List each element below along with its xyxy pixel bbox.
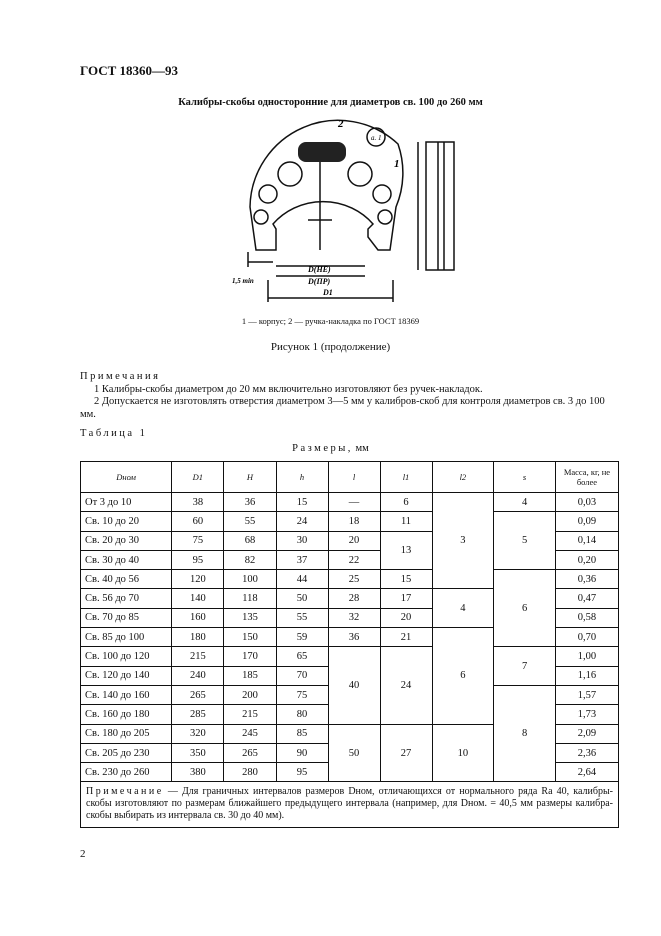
table-cell: Св. 85 до 100 xyxy=(81,628,172,647)
table-cell: 70 xyxy=(276,666,328,685)
table-cell: 82 xyxy=(224,550,276,569)
column-header: l xyxy=(328,462,380,493)
table-cell: 20 xyxy=(328,531,380,550)
note-item: 1 Калибры-скобы диаметром до 20 мм включительно изготовляют без ручек-накладок. xyxy=(94,383,483,395)
table-cell: 1,16 xyxy=(555,666,618,685)
table-cell: 60 xyxy=(172,512,224,531)
table-note-row xyxy=(81,782,619,828)
table-cell: Св. 160 до 180 xyxy=(81,705,172,724)
table-cell: Св. 40 до 56 xyxy=(81,570,172,589)
page-number: 2 xyxy=(80,848,86,860)
table-label: Таблица 1 xyxy=(80,428,148,439)
table-cell: Св. 70 до 85 xyxy=(81,608,172,627)
table-cell: 0,47 xyxy=(555,589,618,608)
table-cell: 0,03 xyxy=(555,493,618,512)
callout-a: а. 1 xyxy=(371,134,382,142)
column-header: l1 xyxy=(380,462,432,493)
table-cell: Св. 100 до 120 xyxy=(81,647,172,666)
dim-d-ne: D(НЕ) xyxy=(308,265,331,274)
table-cell: От 3 до 10 xyxy=(81,493,172,512)
table-cell: Св. 120 до 140 xyxy=(81,666,172,685)
table-cell: 37 xyxy=(276,550,328,569)
column-header: Dном xyxy=(81,462,172,493)
table-cell: 7 xyxy=(494,647,556,686)
table-cell: 0,20 xyxy=(555,550,618,569)
table-cell: 20 xyxy=(380,608,432,627)
caliper-body xyxy=(248,112,478,302)
table-cell: 28 xyxy=(328,589,380,608)
table-cell: — xyxy=(328,493,380,512)
table-cell: 285 xyxy=(172,705,224,724)
note-item: 2 Допускается не изготовлять отверстия диаметром 3—5 мм у калибров-скоб для контроля диаметров св. 3 до 100 мм. xyxy=(80,396,605,420)
table-cell: 75 xyxy=(276,685,328,704)
table-cell: 215 xyxy=(172,647,224,666)
table-cell: 95 xyxy=(172,550,224,569)
table-cell: 2,09 xyxy=(555,724,618,743)
table-cell: 21 xyxy=(380,628,432,647)
table-cell: 13 xyxy=(380,531,432,570)
table-cell: 3 xyxy=(432,493,494,589)
table-cell: 15 xyxy=(380,570,432,589)
table-cell: 120 xyxy=(172,570,224,589)
figure-legend: 1 — корпус; 2 — ручка-накладка по ГОСТ 18369 xyxy=(241,316,420,326)
table-cell: 180 xyxy=(172,628,224,647)
table-note xyxy=(81,782,619,828)
document-header: ГОСТ 18360—93 xyxy=(80,63,179,78)
dim-min: 1,5 min xyxy=(232,277,254,285)
table-cell: 38 xyxy=(172,493,224,512)
table-cell: 2,64 xyxy=(555,763,618,782)
table-cell: 85 xyxy=(276,724,328,743)
table-cell: 10 xyxy=(432,724,494,782)
table-cell: 185 xyxy=(224,666,276,685)
table-row xyxy=(81,493,619,512)
table-cell: 4 xyxy=(432,589,494,628)
notes-heading: Примечания xyxy=(80,371,161,382)
table-cell: 50 xyxy=(328,724,380,782)
dimensions-table xyxy=(80,461,619,828)
table-cell: 0,36 xyxy=(555,570,618,589)
table-cell: 380 xyxy=(172,763,224,782)
table-cell: 30 xyxy=(276,531,328,550)
table-cell: 265 xyxy=(172,685,224,704)
table-cell: 0,70 xyxy=(555,628,618,647)
table-note-text: — Для граничных интервалов размеров Dном, отличающихся от нормального ряда Ra 40, калибры-скобы изготовляют по размерам ближайшего предыдущего интервала (например, для Dном. = 40,5 мм размеры калибра-скобы выбирать из интервала св. 30 до 40 мм). xyxy=(86,786,613,822)
table-cell: Св. 56 до 70 xyxy=(81,589,172,608)
table-cell: 36 xyxy=(328,628,380,647)
table-cell: 350 xyxy=(172,743,224,762)
table-cell: 11 xyxy=(380,512,432,531)
table-row xyxy=(81,570,619,589)
table-cell: 135 xyxy=(224,608,276,627)
table-cell: 5 xyxy=(494,512,556,570)
table-cell: 68 xyxy=(224,531,276,550)
table-cell: 170 xyxy=(224,647,276,666)
table-cell: Св. 230 до 260 xyxy=(81,763,172,782)
table-cell: 17 xyxy=(380,589,432,608)
table-cell: 32 xyxy=(328,608,380,627)
table-cell: 200 xyxy=(224,685,276,704)
column-header: s xyxy=(494,462,556,493)
table-cell: 215 xyxy=(224,705,276,724)
table-cell: 55 xyxy=(224,512,276,531)
figure-caption: Рисунок 1 (продолжение) xyxy=(270,341,391,353)
table-cell: 160 xyxy=(172,608,224,627)
units-value: мм xyxy=(355,443,369,454)
table-cell: 22 xyxy=(328,550,380,569)
table-cell: 150 xyxy=(224,628,276,647)
table-row xyxy=(81,512,619,531)
table-cell: 100 xyxy=(224,570,276,589)
table-cell: Св. 205 до 230 xyxy=(81,743,172,762)
table-cell: 50 xyxy=(276,589,328,608)
table-cell: 265 xyxy=(224,743,276,762)
table-cell: 24 xyxy=(380,647,432,724)
table-cell: 15 xyxy=(276,493,328,512)
table-cell: Св. 10 до 20 xyxy=(81,512,172,531)
table-cell: 59 xyxy=(276,628,328,647)
table-cell: 0,58 xyxy=(555,608,618,627)
table-cell: Св. 140 до 160 xyxy=(81,685,172,704)
table-cell: 245 xyxy=(224,724,276,743)
units-prefix: Размеры, xyxy=(292,443,353,454)
table-cell: 80 xyxy=(276,705,328,724)
table-cell: 25 xyxy=(328,570,380,589)
table-cell: 75 xyxy=(172,531,224,550)
table-row xyxy=(81,647,619,666)
figure-title: Калибры-скобы односторонние для диаметров св. 100 до 260 мм xyxy=(178,97,483,108)
column-header: H xyxy=(224,462,276,493)
table-cell: 1,57 xyxy=(555,685,618,704)
table-cell: 118 xyxy=(224,589,276,608)
table-cell: 65 xyxy=(276,647,328,666)
table-cell: 8 xyxy=(494,685,556,781)
table-cell: 95 xyxy=(276,763,328,782)
column-header: l2 xyxy=(432,462,494,493)
table-cell: 320 xyxy=(172,724,224,743)
column-header: h xyxy=(276,462,328,493)
callout-2: 2 xyxy=(338,118,344,130)
table-cell: 1,00 xyxy=(555,647,618,666)
table-cell: Св. 20 до 30 xyxy=(81,531,172,550)
table-cell: 1,73 xyxy=(555,705,618,724)
table-cell: 6 xyxy=(432,628,494,724)
table-cell: Св. 30 до 40 xyxy=(81,550,172,569)
caliper-drawing xyxy=(228,112,478,312)
notes xyxy=(80,371,620,421)
table-cell: 0,14 xyxy=(555,531,618,550)
table-cell: 55 xyxy=(276,608,328,627)
dim-d1: D1 xyxy=(323,288,333,297)
table-note-heading: Примечание xyxy=(86,786,164,798)
handle-pad xyxy=(298,142,346,162)
table-cell: 27 xyxy=(380,724,432,782)
table-header-row xyxy=(81,462,619,493)
table-cell: 40 xyxy=(328,647,380,724)
callout-1: 1 xyxy=(394,158,400,170)
column-header: D1 xyxy=(172,462,224,493)
table-cell: 280 xyxy=(224,763,276,782)
table-cell: 44 xyxy=(276,570,328,589)
table-cell: Св. 180 до 205 xyxy=(81,724,172,743)
table-units xyxy=(0,443,661,454)
column-header: Масса, кг, не более xyxy=(555,462,618,493)
dim-d-pr: D(ПР) xyxy=(308,277,331,286)
table-cell: 6 xyxy=(380,493,432,512)
table-cell: 240 xyxy=(172,666,224,685)
table-cell: 36 xyxy=(224,493,276,512)
table-cell: 18 xyxy=(328,512,380,531)
table-cell: 6 xyxy=(494,570,556,647)
table-cell: 2,36 xyxy=(555,743,618,762)
table-cell: 140 xyxy=(172,589,224,608)
table-cell: 4 xyxy=(494,493,556,512)
table-cell: 0,09 xyxy=(555,512,618,531)
table-cell: 24 xyxy=(276,512,328,531)
table-cell: 90 xyxy=(276,743,328,762)
